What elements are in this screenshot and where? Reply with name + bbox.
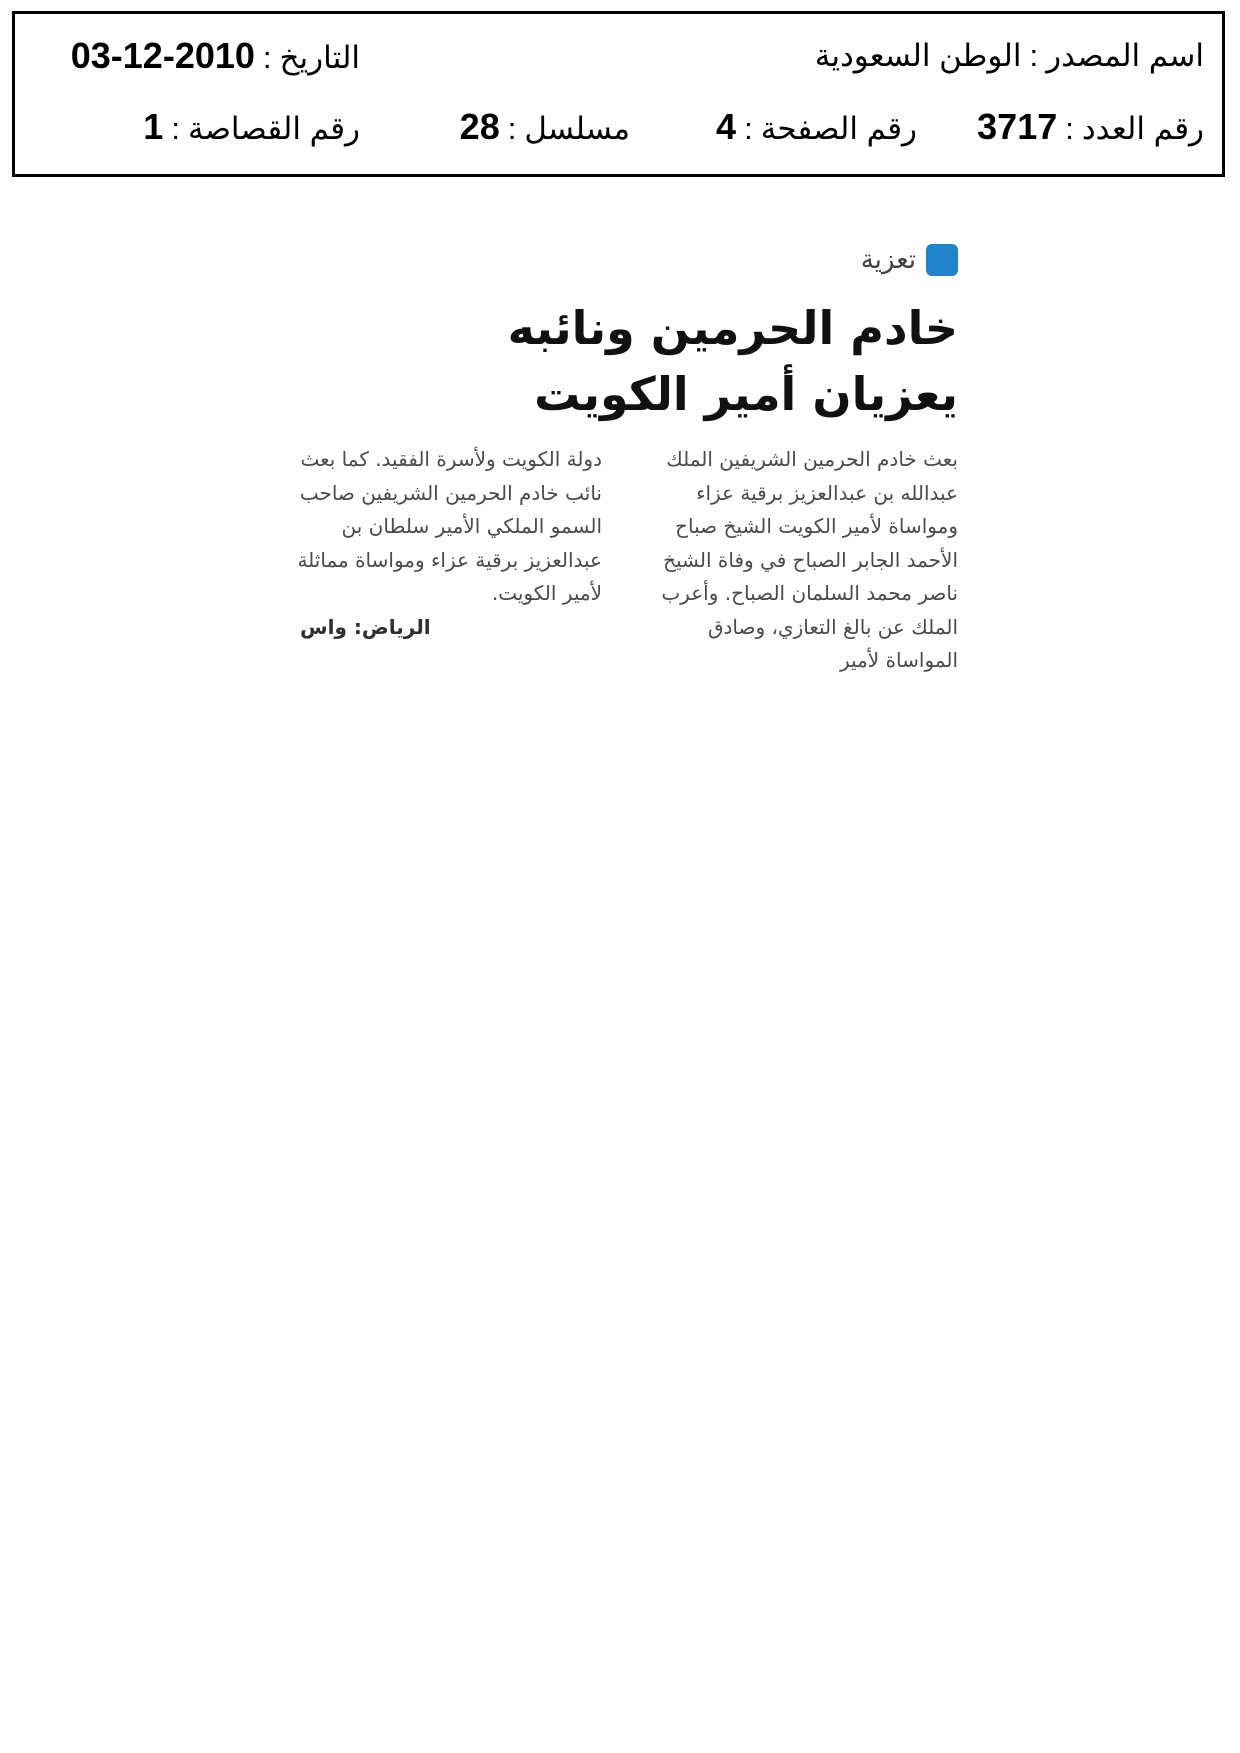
serial-separator: : [507, 111, 517, 146]
newspaper-clipping [230, 215, 970, 685]
issue-separator: : [1065, 111, 1074, 146]
serial-field [460, 107, 630, 149]
source-separator: : [1029, 38, 1039, 73]
article-headline: خادم الحرمين ونائبه يعزيان أمير الكويت [507, 301, 958, 421]
article-column-left [280, 443, 602, 644]
clip-number-separator: : [171, 111, 180, 146]
page-separator: : [744, 111, 753, 146]
clip-number-value: 1 [143, 106, 164, 147]
date-value: 2010-12-03 [70, 35, 255, 76]
article-column-right [636, 443, 958, 678]
clip-number-field [143, 107, 360, 149]
article-body-left: دولة الكويت ولأسرة الفقيد. كما بعث نائب خادم الحرمين الشريفين صاحب السمو الملكي الأمير سلطان بن عبدالعزيز برقية عزاء ومواساة مماثلة لأمير الكويت. [297, 447, 602, 605]
date-separator: : [262, 40, 272, 75]
serial-value: 28 [459, 106, 500, 147]
issue-field [977, 107, 1204, 149]
issue-label: رقم العدد [1081, 111, 1204, 146]
page-value: 4 [716, 106, 737, 147]
source-field [815, 36, 1204, 76]
page-field [716, 107, 917, 149]
serial-label: مسلسل [524, 111, 630, 146]
clipping-header-box [12, 11, 1225, 177]
clip-number-label: رقم القصاصة [187, 111, 360, 146]
date-label: التاريخ [279, 40, 360, 75]
page-label: رقم الصفحة [760, 111, 917, 146]
source-label: اسم المصدر [1046, 38, 1204, 73]
article-body-right: بعث خادم الحرمين الشريفين الملك عبدالله بن عبدالعزيز برقية عزاء ومواساة لأمير الكويت الشيخ صباح الأحمد الجابر الصباح في وفاة الشيخ ناصر محمد السلمان الصباح. وأعرب الملك عن بالغ التعازي، وصادق المواساة لأمير [661, 447, 958, 672]
kicker [861, 243, 958, 277]
article-credit: الرياض: واس [300, 614, 431, 639]
date-field [71, 36, 360, 78]
kicker-label: تعزية [860, 245, 916, 275]
kicker-square-icon [926, 244, 958, 276]
source-value: الوطن السعودية [814, 38, 1022, 73]
issue-value: 3717 [977, 106, 1058, 147]
